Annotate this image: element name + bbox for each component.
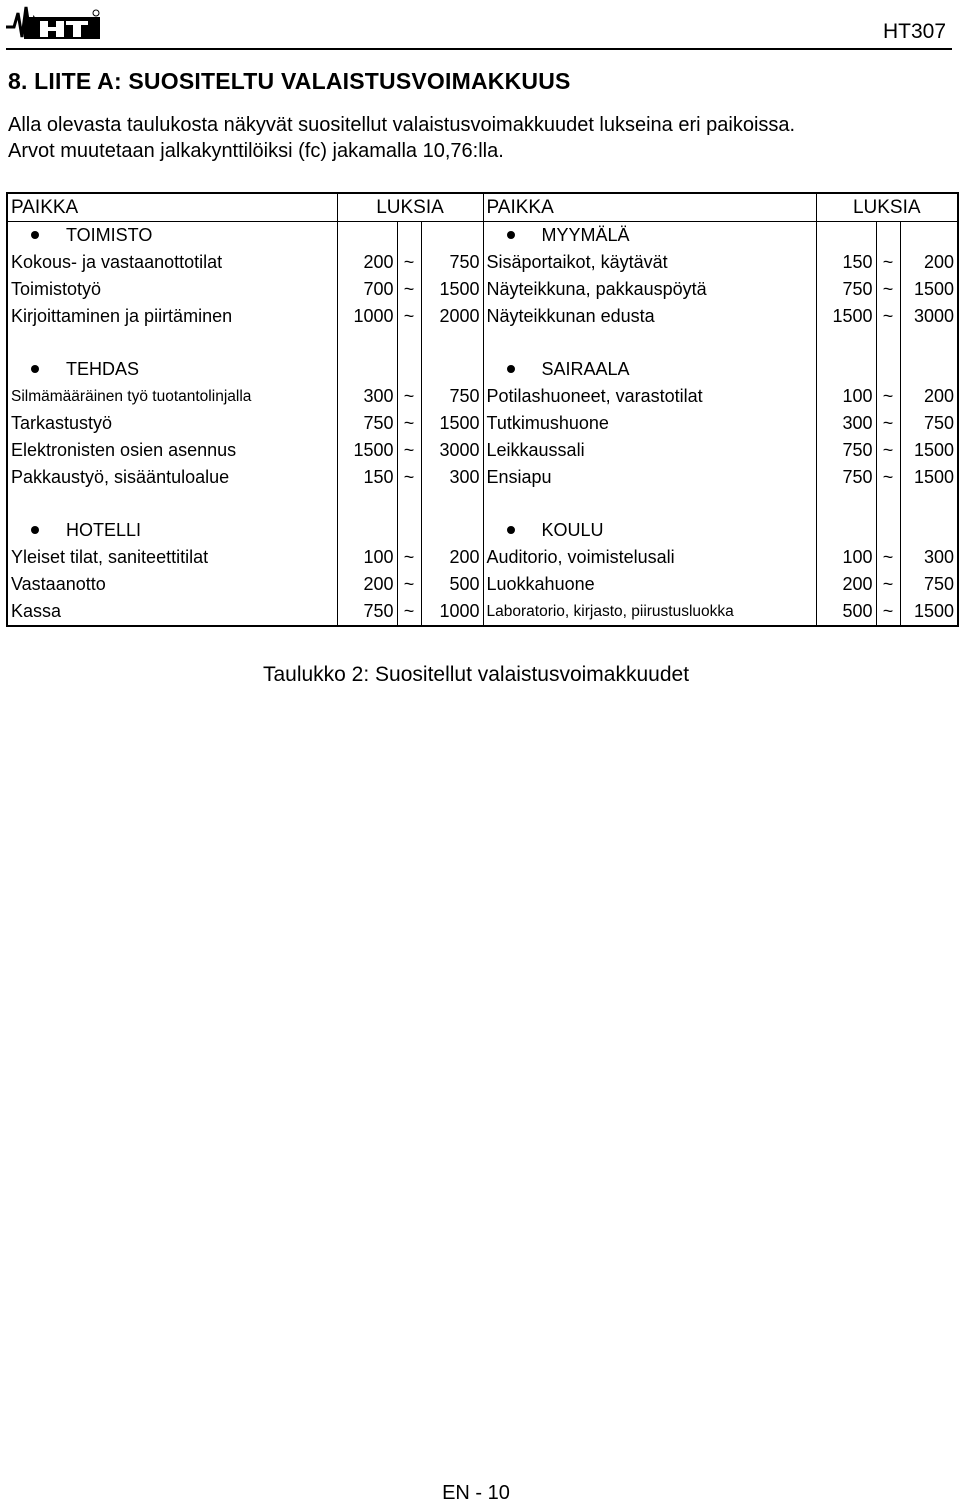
bullet-icon xyxy=(507,365,515,373)
range-separator: ~ xyxy=(876,464,900,491)
empty-cell xyxy=(876,222,900,250)
range-separator: ~ xyxy=(397,571,421,598)
table-row xyxy=(7,464,958,491)
lux-max-left: 300 xyxy=(421,464,483,491)
empty-cell xyxy=(337,517,397,544)
category-label: KOULU xyxy=(541,520,604,540)
category-row xyxy=(7,356,958,383)
lux-max-right: 1500 xyxy=(900,598,958,626)
place-left: Tarkastustyö xyxy=(7,410,337,437)
lux-max-left: 750 xyxy=(421,249,483,276)
lux-max-left: 500 xyxy=(421,571,483,598)
lux-min-left: 750 xyxy=(337,410,397,437)
table-row xyxy=(7,249,958,276)
place-left: Kirjoittaminen ja piirtäminen xyxy=(7,303,337,330)
lux-max-right: 1500 xyxy=(900,437,958,464)
lux-min-left: 700 xyxy=(337,276,397,303)
category-row xyxy=(7,222,958,250)
bullet-icon xyxy=(31,365,39,373)
place-left: Elektronisten osien asennus xyxy=(7,437,337,464)
range-separator: ~ xyxy=(876,544,900,571)
lux-min-right: 300 xyxy=(816,410,876,437)
lux-max-right: 300 xyxy=(900,544,958,571)
place-left: Vastaanotto xyxy=(7,571,337,598)
empty-cell xyxy=(816,222,876,250)
lux-max-left: 2000 xyxy=(421,303,483,330)
table-header-row xyxy=(7,193,958,222)
lux-min-left: 1000 xyxy=(337,303,397,330)
lux-max-left: 3000 xyxy=(421,437,483,464)
table-caption: Taulukko 2: Suositellut valaistusvoimakkuudet xyxy=(262,663,690,686)
empty-cell xyxy=(421,330,483,356)
empty-cell xyxy=(816,330,876,356)
bullet-icon xyxy=(507,231,515,239)
header-place-left: PAIKKA xyxy=(7,193,337,222)
place-right: Luokkahuone xyxy=(483,571,816,598)
bullet-icon xyxy=(31,526,39,534)
empty-cell xyxy=(900,356,958,383)
range-separator: ~ xyxy=(397,383,421,410)
place-right: Leikkaussali xyxy=(483,437,816,464)
range-separator: ~ xyxy=(876,249,900,276)
place-left: Yleiset tilat, saniteettitilat xyxy=(7,544,337,571)
category-label: HOTELLI xyxy=(66,520,142,540)
category-right xyxy=(483,222,816,250)
header-divider xyxy=(6,48,952,50)
empty-cell xyxy=(421,517,483,544)
empty-cell xyxy=(876,491,900,517)
category-label: TOIMISTO xyxy=(66,225,153,245)
lux-min-right: 100 xyxy=(816,544,876,571)
range-separator: ~ xyxy=(397,544,421,571)
page-number: EN - 10 xyxy=(442,1482,510,1504)
place-left: Silmämääräinen työ tuotantolinjalla xyxy=(7,383,337,410)
lux-max-left: 1500 xyxy=(421,410,483,437)
place-right: Näyteikkuna, pakkauspöytä xyxy=(483,276,816,303)
empty-cell xyxy=(900,517,958,544)
empty-cell xyxy=(483,491,816,517)
place-right: Tutkimushuone xyxy=(483,410,816,437)
intro-line-1: Alla olevasta taulukosta näkyvät suositellut valaistusvoimakkuudet lukseina eri paikoissa. xyxy=(8,114,796,136)
category-row xyxy=(7,517,958,544)
table-row xyxy=(7,410,958,437)
range-separator: ~ xyxy=(397,437,421,464)
category-label: TEHDAS xyxy=(66,359,140,379)
range-separator: ~ xyxy=(397,410,421,437)
lux-max-left: 1000 xyxy=(421,598,483,626)
empty-cell xyxy=(7,330,337,356)
bullet-icon xyxy=(507,526,515,534)
lux-min-right: 200 xyxy=(816,571,876,598)
range-separator: ~ xyxy=(397,464,421,491)
category-right xyxy=(483,356,816,383)
empty-cell xyxy=(421,222,483,250)
lux-min-left: 750 xyxy=(337,598,397,626)
lux-min-right: 750 xyxy=(816,276,876,303)
range-separator: ~ xyxy=(876,303,900,330)
category-left xyxy=(7,517,337,544)
group-spacer-row xyxy=(7,491,958,517)
model-name: HT307 xyxy=(882,20,946,43)
empty-cell xyxy=(397,222,421,250)
section-title: 8. LIITE A: SUOSITELTU VALAISTUSVOIMAKKUUS xyxy=(8,68,571,94)
place-left: Kokous- ja vastaanottotilat xyxy=(7,249,337,276)
category-right xyxy=(483,517,816,544)
lux-min-right: 150 xyxy=(816,249,876,276)
intro-text xyxy=(8,112,948,164)
empty-cell xyxy=(900,222,958,250)
empty-cell xyxy=(397,491,421,517)
empty-cell xyxy=(876,517,900,544)
empty-cell xyxy=(816,491,876,517)
place-right: Ensiapu xyxy=(483,464,816,491)
place-left: Toimistotyö xyxy=(7,276,337,303)
range-separator: ~ xyxy=(876,276,900,303)
header-place-right: PAIKKA xyxy=(483,193,816,222)
lux-min-left: 150 xyxy=(337,464,397,491)
empty-cell xyxy=(900,491,958,517)
range-separator: ~ xyxy=(876,383,900,410)
lux-min-right: 100 xyxy=(816,383,876,410)
empty-cell xyxy=(876,356,900,383)
place-left: Kassa xyxy=(7,598,337,626)
category-label: MYYMÄLÄ xyxy=(541,225,630,245)
empty-cell xyxy=(876,330,900,356)
empty-cell xyxy=(483,330,816,356)
place-right: Auditorio, voimistelusali xyxy=(483,544,816,571)
empty-cell xyxy=(421,356,483,383)
range-separator: ~ xyxy=(876,410,900,437)
lux-max-left: 200 xyxy=(421,544,483,571)
lux-max-right: 200 xyxy=(900,249,958,276)
empty-cell xyxy=(397,517,421,544)
table-row xyxy=(7,544,958,571)
lux-max-right: 750 xyxy=(900,571,958,598)
range-separator: ~ xyxy=(397,303,421,330)
category-left xyxy=(7,356,337,383)
header-lux-right: LUKSIA xyxy=(816,193,958,222)
ht-logo xyxy=(6,3,102,45)
lux-min-right: 750 xyxy=(816,437,876,464)
table-row xyxy=(7,383,958,410)
lux-max-right: 1500 xyxy=(900,276,958,303)
empty-cell xyxy=(337,222,397,250)
empty-cell xyxy=(816,517,876,544)
range-separator: ~ xyxy=(876,598,900,626)
table-row xyxy=(7,437,958,464)
table-row xyxy=(7,598,958,626)
lux-max-right: 200 xyxy=(900,383,958,410)
range-separator: ~ xyxy=(397,276,421,303)
empty-cell xyxy=(397,330,421,356)
category-left xyxy=(7,222,337,250)
lux-table xyxy=(6,192,959,627)
intro-line-2: Arvot muutetaan jalkakynttilöiksi (fc) jakamalla 10,76:lla. xyxy=(8,140,504,162)
empty-cell xyxy=(900,330,958,356)
place-right: Potilashuoneet, varastotilat xyxy=(483,383,816,410)
lux-max-left: 750 xyxy=(421,383,483,410)
place-right: Näyteikkunan edusta xyxy=(483,303,816,330)
empty-cell xyxy=(421,491,483,517)
ht-logo-mark xyxy=(6,3,102,45)
lux-min-right: 1500 xyxy=(816,303,876,330)
range-separator: ~ xyxy=(876,437,900,464)
place-right: Laboratorio, kirjasto, piirustusluokka xyxy=(483,598,816,626)
range-separator: ~ xyxy=(397,249,421,276)
table-row xyxy=(7,276,958,303)
empty-cell xyxy=(337,330,397,356)
place-right: Sisäportaikot, käytävät xyxy=(483,249,816,276)
empty-cell xyxy=(7,491,337,517)
lux-max-right: 3000 xyxy=(900,303,958,330)
empty-cell xyxy=(337,356,397,383)
place-left: Pakkaustyö, sisääntuloalue xyxy=(7,464,337,491)
table-row xyxy=(7,303,958,330)
group-spacer-row xyxy=(7,330,958,356)
lux-min-right: 750 xyxy=(816,464,876,491)
lux-min-left: 300 xyxy=(337,383,397,410)
category-label: SAIRAALA xyxy=(541,359,630,379)
empty-cell xyxy=(397,356,421,383)
lux-max-left: 1500 xyxy=(421,276,483,303)
lux-min-left: 200 xyxy=(337,571,397,598)
range-separator: ~ xyxy=(876,571,900,598)
header-lux-left: LUKSIA xyxy=(337,193,483,222)
empty-cell xyxy=(337,491,397,517)
table-row xyxy=(7,571,958,598)
lux-max-right: 750 xyxy=(900,410,958,437)
bullet-icon xyxy=(31,231,39,239)
lux-min-left: 200 xyxy=(337,249,397,276)
lux-min-right: 500 xyxy=(816,598,876,626)
lux-max-right: 1500 xyxy=(900,464,958,491)
lux-min-left: 100 xyxy=(337,544,397,571)
empty-cell xyxy=(816,356,876,383)
range-separator: ~ xyxy=(397,598,421,626)
lux-min-left: 1500 xyxy=(337,437,397,464)
